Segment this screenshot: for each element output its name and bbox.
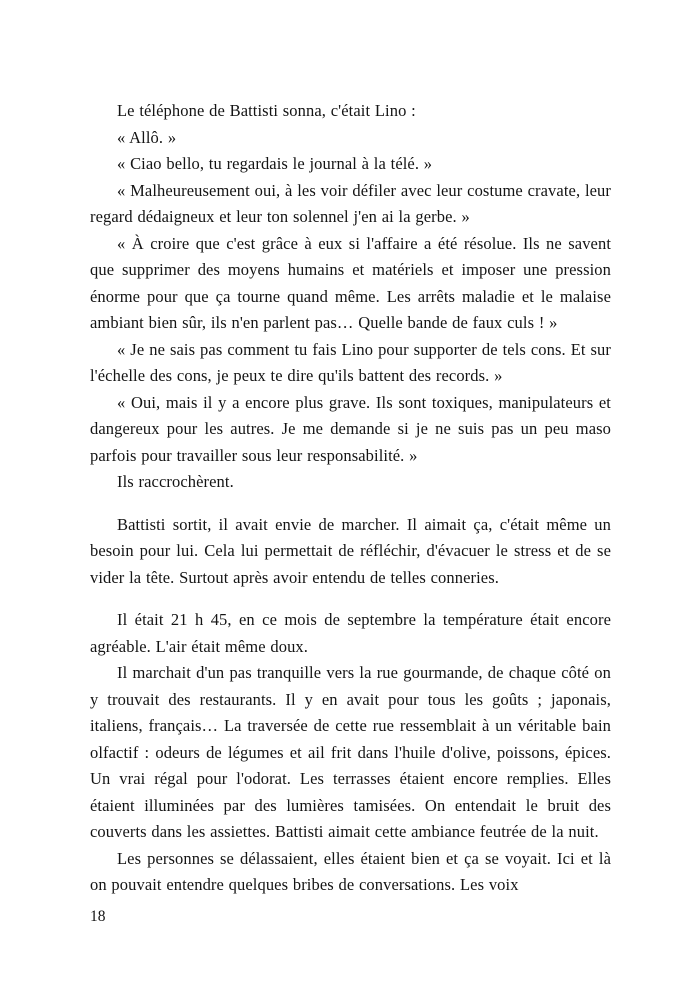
- paragraph: Battisti sortit, il avait envie de marcher. Il aimait ça, c'était même un besoin pour lui. Cela lui permettait de réfléchir, d'évacuer le stress et de se vider la tête. Surtout après avoir entendu de telles conneries.: [90, 514, 611, 587]
- paragraph: « Je ne sais pas comment tu fais Lino pour supporter de tels cons. Et sur l'échelle des cons, je peux te dire qu'ils battent des records. »: [90, 339, 611, 385]
- paragraph: Ils raccrochèrent.: [117, 472, 234, 491]
- paragraph: « Oui, mais il y a encore plus grave. Ils sont toxiques, manipulateurs et dangereux pour les autres. Je me demande si je ne suis pas un peu maso parfois pour travailler sous leur responsabilité. »: [90, 392, 611, 465]
- paragraph: « À croire que c'est grâce à eux si l'affaire a été résolue. Ils ne savent que supprimer des moyens humains et matériels et imposer une pression énorme pour que ça tourne quand même. Les arrêts maladie et le malaise ambiant bien sûr, ils n'en parlent pas… Quelle bande de faux culs ! »: [90, 233, 611, 332]
- paragraph: « Malheureusement oui, à les voir défiler avec leur costume cravate, leur regard dédaigneux et leur ton solennel j'en ai la gerbe. »: [90, 180, 611, 226]
- paragraph: Il était 21 h 45, en ce mois de septembre la température était encore agréable. L'air était même doux.: [90, 610, 611, 656]
- paragraph: Le téléphone de Battisti sonna, c'était Lino :: [117, 101, 416, 120]
- paragraph: Les personnes se délassaient, elles étaient bien et ça se voyait. Ici et là on pouvait entendre quelques bribes de conversations. Les voix: [90, 848, 611, 894]
- page-text: [90, 98, 611, 899]
- paragraph: « Allô. »: [117, 127, 177, 147]
- paragraph: « Ciao bello, tu regardais le journal à la télé. »: [117, 154, 433, 173]
- page-number: 18: [90, 908, 106, 925]
- paragraph: Il marchait d'un pas tranquille vers la rue gourmande, de chaque côté on y trouvait des restaurants. Il y en avait pour tous les goûts ; japonais, italiens, français… La traversée de cette rue ressemblait à un véritable bain olfactif : odeurs de légumes et ail frit dans l'huile d'olive, poissons, épices. Un vrai régal pour l'odorat. Les terrasses étaient encore remplies. Elles étaient illuminées par des lumières tamisées. On entendait le bruit des couverts dans les assiettes. Battisti aimait cette ambiance feutrée de la nuit.: [90, 663, 611, 841]
